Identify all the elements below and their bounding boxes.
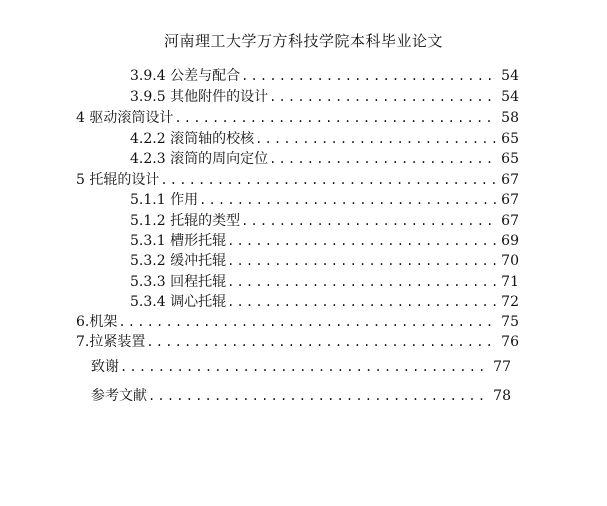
toc-entry-page: 67	[501, 192, 519, 208]
toc-entry-title: 5.3.2 缓冲托辊	[130, 253, 227, 269]
toc-leader-dots	[117, 312, 497, 332]
toc-leader-dots	[198, 190, 497, 210]
toc-entry	[130, 211, 519, 231]
toc-entry	[76, 332, 519, 352]
toc-leader-dots	[268, 149, 497, 169]
toc-entry	[130, 292, 519, 312]
toc-entry-page: 65	[501, 131, 519, 147]
toc-entry-title: 5.3.1 槽形托辊	[130, 233, 227, 249]
toc-entry-title: 4.2.2 滚筒轴的校核	[130, 131, 255, 147]
document-header: 河南理工大学万方科技学院本科毕业论文	[163, 32, 443, 50]
toc-entry-title: 3.9.5 其他附件的设计	[130, 89, 269, 105]
toc-entry	[130, 87, 519, 107]
toc-entry	[76, 108, 519, 128]
toc-leader-dots	[159, 170, 497, 190]
toc-entry-title: 致谢	[91, 359, 119, 375]
toc-entry-page: 67	[501, 213, 519, 229]
toc-leader-dots	[254, 129, 497, 149]
toc-entry	[91, 386, 511, 406]
toc-leader-dots	[226, 272, 497, 292]
toc-entry-page: 67	[501, 172, 519, 188]
toc-entry-page: 72	[501, 294, 519, 310]
toc-entry-page: 69	[501, 233, 519, 249]
toc-leader-dots	[240, 66, 497, 86]
toc-entry-title: 3.9.4 公差与配合	[130, 68, 241, 84]
toc-entry	[130, 129, 519, 149]
toc-entry	[76, 170, 519, 190]
toc-leader-dots	[173, 108, 497, 128]
toc-leader-dots	[240, 211, 497, 231]
toc-entry-page: 54	[501, 68, 519, 84]
toc-entry	[130, 251, 519, 271]
toc-leader-dots	[119, 357, 489, 377]
toc-entry	[130, 272, 519, 292]
toc-leader-dots	[226, 231, 497, 251]
toc-entry-title: 6.机架	[76, 314, 118, 330]
toc-leader-dots	[147, 386, 489, 406]
toc-entry-title: 5 托辊的设计	[76, 172, 160, 188]
toc-entry	[130, 231, 519, 251]
toc-entry-page: 71	[501, 274, 519, 290]
toc-entry-title: 4 驱动滚筒设计	[76, 110, 174, 126]
toc-leader-dots	[226, 251, 497, 271]
toc-entry-title: 5.3.4 调心托辊	[130, 294, 227, 310]
toc-entry-page: 78	[493, 388, 511, 404]
toc-entry-page: 77	[493, 359, 511, 375]
toc-leader-dots	[145, 332, 497, 352]
toc-entry	[130, 66, 519, 86]
toc-leader-dots	[226, 292, 497, 312]
toc-leader-dots	[268, 87, 497, 107]
toc-entry-page: 58	[501, 110, 519, 126]
toc-entry-page: 76	[501, 334, 519, 350]
toc-entry-page: 70	[501, 253, 519, 269]
toc-entry	[91, 357, 511, 377]
toc-entry	[76, 312, 519, 332]
toc-entry-page: 54	[501, 89, 519, 105]
toc-entry	[130, 190, 519, 210]
toc-entry-title: 7.拉紧装置	[76, 334, 146, 350]
toc-entry-title: 5.1.2 托辊的类型	[130, 213, 241, 229]
toc-entry-title: 参考文献	[91, 388, 147, 404]
toc-entry-title: 5.1.1 作用	[130, 192, 199, 208]
toc-entry-page: 75	[501, 314, 519, 330]
toc-entry-title: 4.2.3 滚筒的周向定位	[130, 151, 269, 167]
toc-entry-title: 5.3.3 回程托辊	[130, 274, 227, 290]
toc-entry-page: 65	[501, 151, 519, 167]
toc-entry	[130, 149, 519, 169]
